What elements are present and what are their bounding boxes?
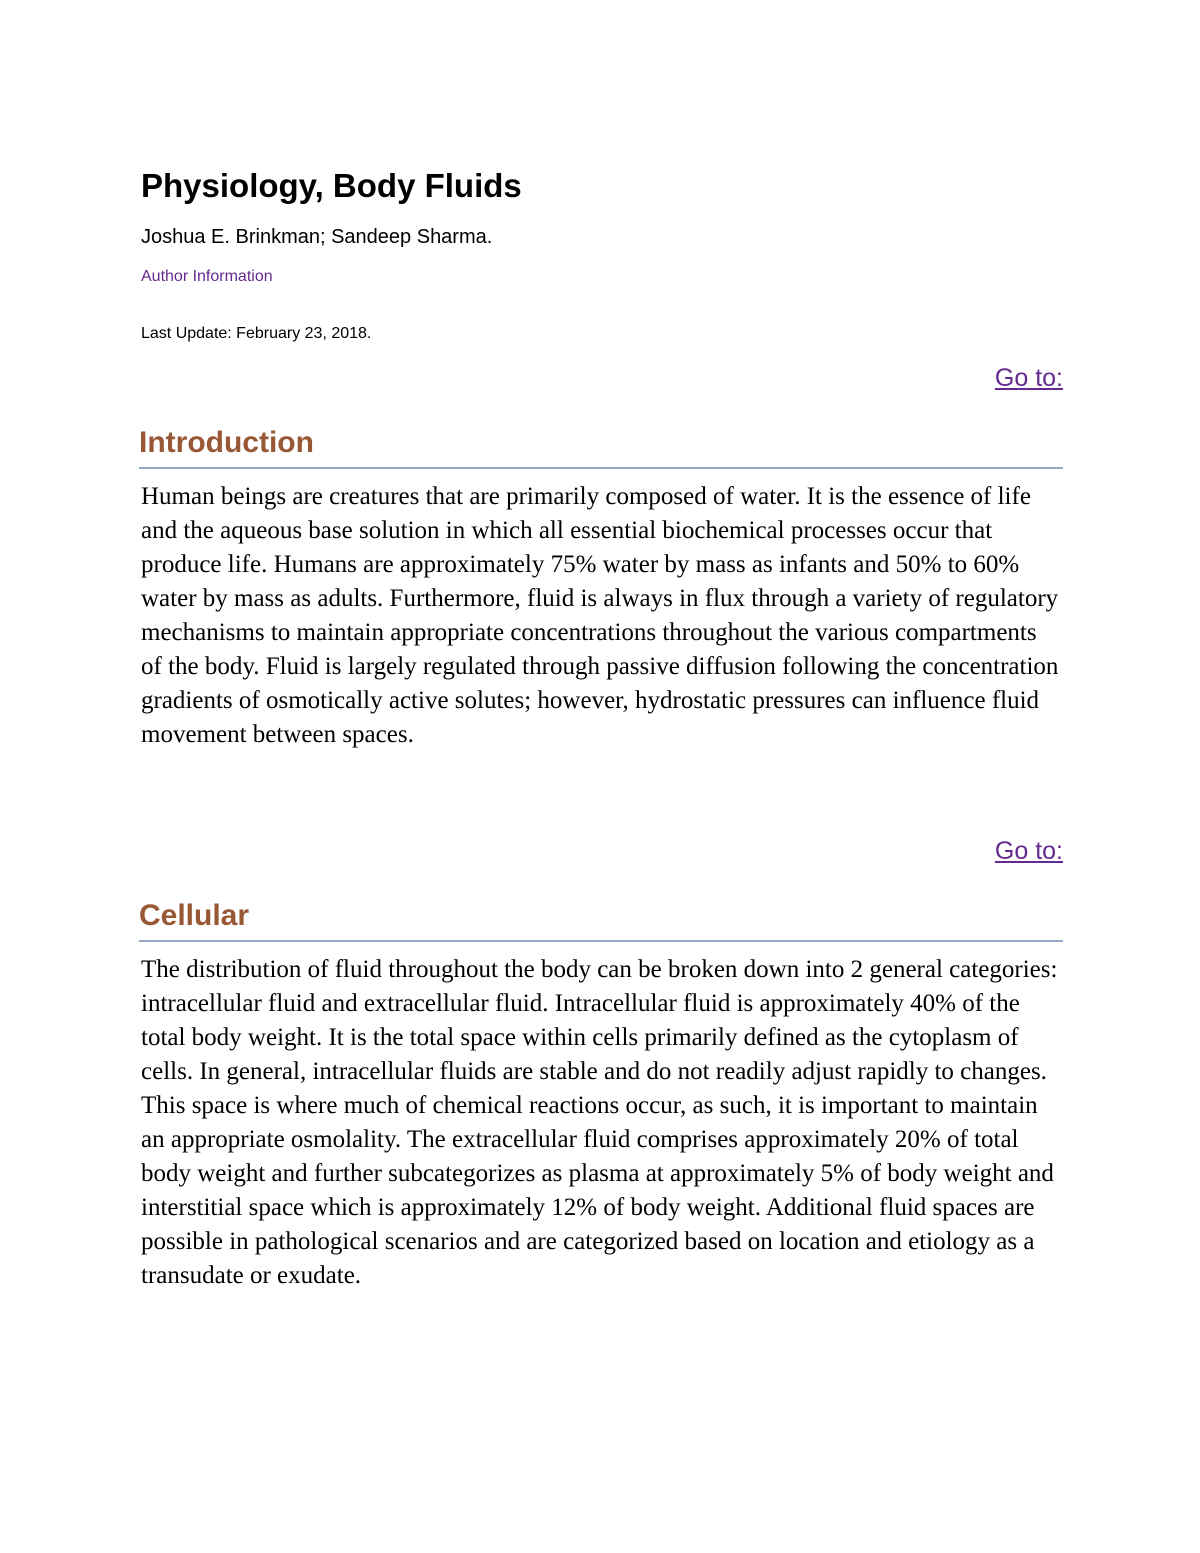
article-authors: Joshua E. Brinkman; Sandeep Sharma. <box>141 226 493 248</box>
section-heading-cellular: Cellular <box>139 898 1063 942</box>
author-information-link[interactable]: Author Information <box>141 268 273 285</box>
article-title: Physiology, Body Fluids <box>141 167 522 204</box>
last-update-date: Last Update: February 23, 2018. <box>141 325 372 342</box>
goto-link-introduction[interactable]: Go to: <box>994 364 1063 392</box>
cellular-paragraph: The distribution of fluid throughout the body can be broken down into 2 general categories: intracellular fluid and extracellular fluid. Intracellular fluid is approximately 40% of the total body weight. It is the total space within cells primarily defined as the cytoplasm of cells. In general, intracellular fluids are stable and do not readily adjust rapidly to changes. This space is where much of chemical reactions occur, as such, it is important to maintain an appropriate osmolality. The extracellular fluid comprises approximately 20% of total body weight and further subcategorizes as plasma at approximately 5% of body weight and interstitial space which is approximately 12% of body weight. Additional fluid spaces are possible in pathological scenarios and are categorized based on location and etiology as a transudate or exudate. <box>141 956 1058 1289</box>
section-heading-introduction: Introduction <box>139 425 1063 469</box>
introduction-paragraph: Human beings are creatures that are primarily composed of water. It is the essence of life and the aqueous base solution in which all essential biochemical processes occur that produce life. Humans are approximately 75% water by mass as infants and 50% to 60% water by mass as adults. Furthermore, fluid is always in flux through a variety of regulatory mechanisms to maintain appropriate concentrations throughout the various compartments of the body. Fluid is largely regulated through passive diffusion following the concentration gradients of osmotically active solutes; however, hydrostatic pressures can influence fluid movement between spaces. <box>141 483 1059 748</box>
goto-link-cellular[interactable]: Go to: <box>994 837 1063 865</box>
